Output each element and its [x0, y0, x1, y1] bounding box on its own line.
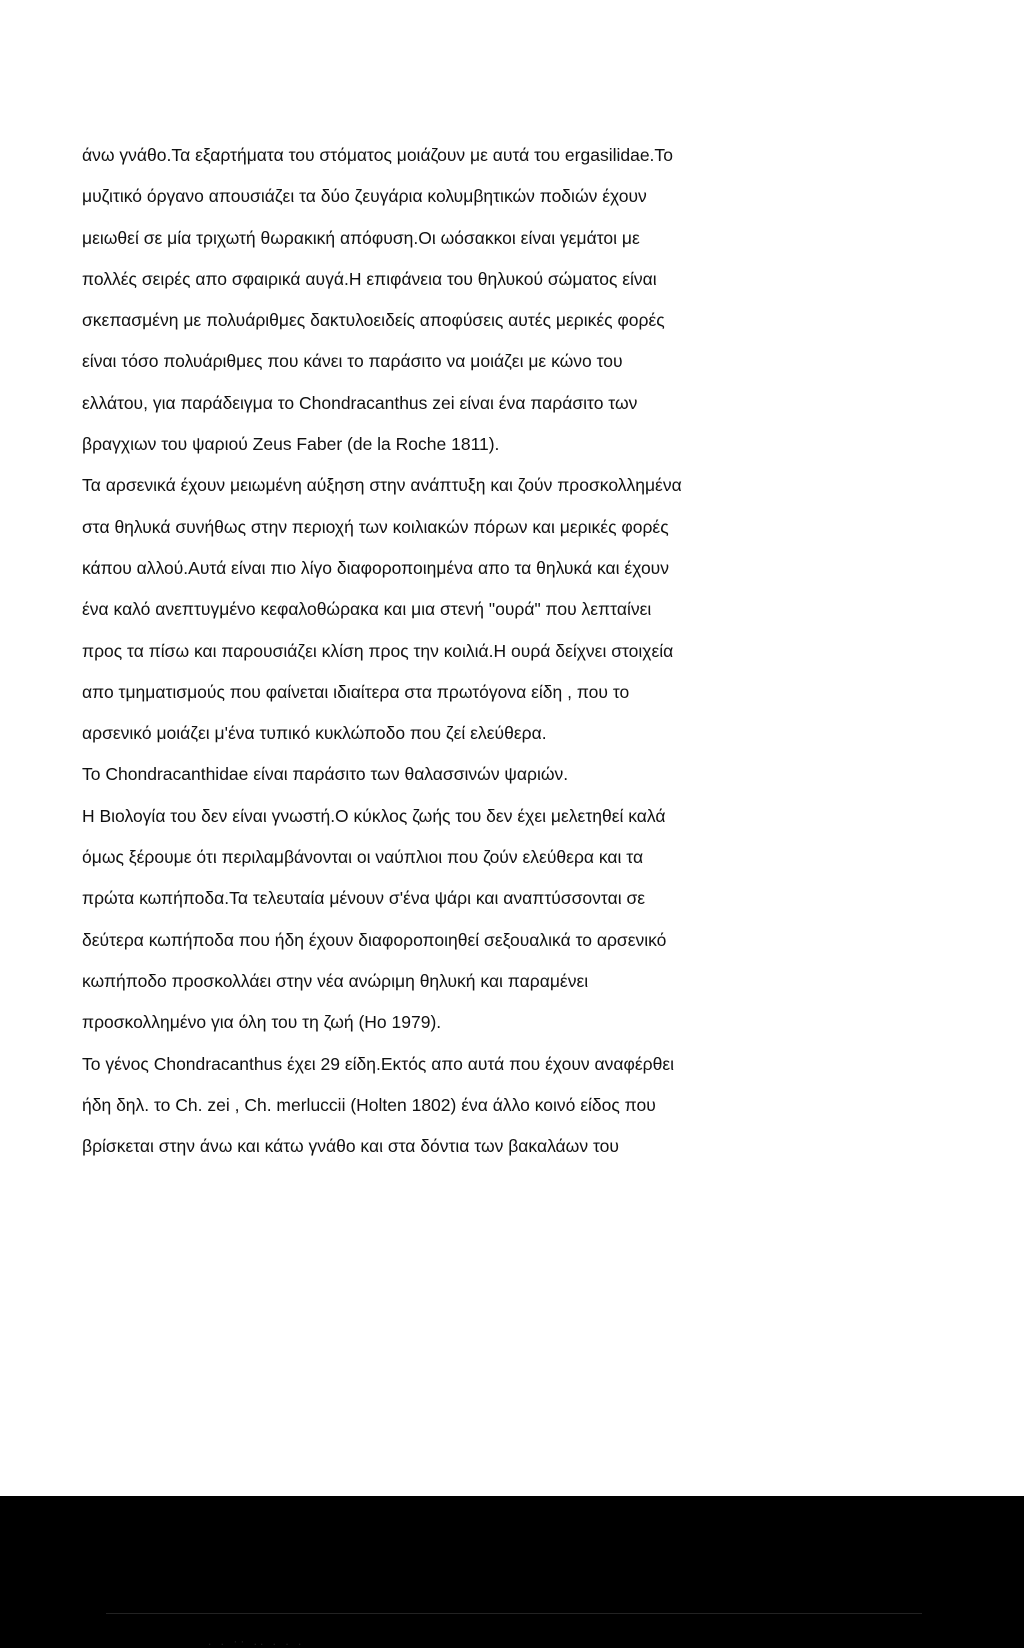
- text-line: σκεπασμένη με πολυάριθμες δακτυλοειδείς αποφύσεις αυτές μερικές φορές: [82, 310, 665, 331]
- text-line: άνω γνάθο.Τα εξαρτήματα του στόματος μοιάζουν με αυτά του ergasilidae.Το: [82, 145, 673, 165]
- text-line: βραγχιων του ψαριού Zeus Faber (de la Roche 1811).: [82, 434, 500, 455]
- text-line: ένα καλό ανεπτυγμένο κεφαλοθώρακα και μια στενή "ουρά" που λεπταίνει: [82, 599, 652, 620]
- text-line: κωπήποδο προσκολλάει στην νέα ανώριμη θηλυκή και παραμένει: [82, 970, 589, 991]
- text-line: βρίσκεται στην άνω και κάτω γνάθο και στα δόντια των βακαλάων του: [82, 1136, 619, 1157]
- text-line: στα θηλυκά συνήθως στην περιοχή των κοιλιακών πόρων και μερικές φορές: [82, 516, 669, 537]
- page-mark: . . ·· .. . . .: [208, 1634, 305, 1648]
- text-line: είναι τόσο πολυάριθμες που κάνει το παράσιτο να μοιάζει με κώνο του: [82, 351, 623, 372]
- text-line: προς τα πίσω και παρουσιάζει κλίση προς την κοιλιά.Η ουρά δείχνει στοιχεία: [82, 640, 674, 661]
- text-line: κάπου αλλού.Αυτά είναι πιο λίγο διαφοροποιημένα απο τα θηλυκά και έχουν: [82, 557, 669, 578]
- text-line: πολλές σειρές απο σφαιρικά αυγά.Η επιφάνεια του θηλυκού σώματος είναι: [82, 268, 657, 289]
- text-line: μειωθεί σε μία τριχωτή θωρακική απόφυση.Οι ωόσακκοι είναι γεμάτοι με: [82, 227, 640, 248]
- text-line: Η Βιολογία του δεν είναι γνωστή.Ο κύκλος ζωής του δεν έχει μελετηθεί καλά: [82, 805, 666, 826]
- text-line: Τα αρσενικά έχουν μειωμένη αύξηση στην ανάπτυξη και ζούν προσκολλημένα: [82, 475, 682, 496]
- text-line: μυζιτικό όργανο απουσιάζει τα δύο ζευγάρια κολυμβητικών ποδιών έχουν: [82, 186, 647, 207]
- text-line: Το γένος Chondracanthus έχει 29 είδη.Εκτός απο αυτά που έχουν αναφέρθει: [82, 1053, 675, 1074]
- text-line: ήδη δηλ. το Ch. zei , Ch. merluccii (Holten 1802) ένα άλλο κοινό είδος που: [82, 1094, 656, 1115]
- text-line: απο τμηματισμούς που φαίνεται ιδιαίτερα στα πρωτόγονα είδη , που το: [82, 681, 630, 702]
- text-line: πρώτα κωπήποδα.Τα τελευταία μένουν σ'ένα ψάρι και αναπτύσσονται σε: [82, 888, 646, 909]
- text-line: δεύτερα κωπήποδα που ήδη έχουν διαφοροποιηθεί σεξουαλικά το αρσενικό: [82, 929, 667, 950]
- text-line: προσκολλημένο για όλη του τη ζωή (Ho 1979).: [82, 1012, 442, 1033]
- footnote-rule: [106, 1613, 922, 1614]
- text-line: Το Chondracanthidae είναι παράσιτο των θαλασσινών ψαριών.: [82, 764, 569, 785]
- body-text: [82, 140, 962, 1172]
- text-line: ελλάτου, για παράδειγμα το Chondracanthus zei είναι ένα παράσιτο των: [82, 392, 638, 413]
- text-line: αρσενικό μοιάζει μ'ένα τυπικό κυκλώποδο που ζεί ελεύθερα.: [82, 723, 547, 744]
- text-line: όμως ξέρουμε ότι περιλαμβάνονται οι ναύπλιοι που ζούν ελεύθερα και τα: [82, 847, 644, 868]
